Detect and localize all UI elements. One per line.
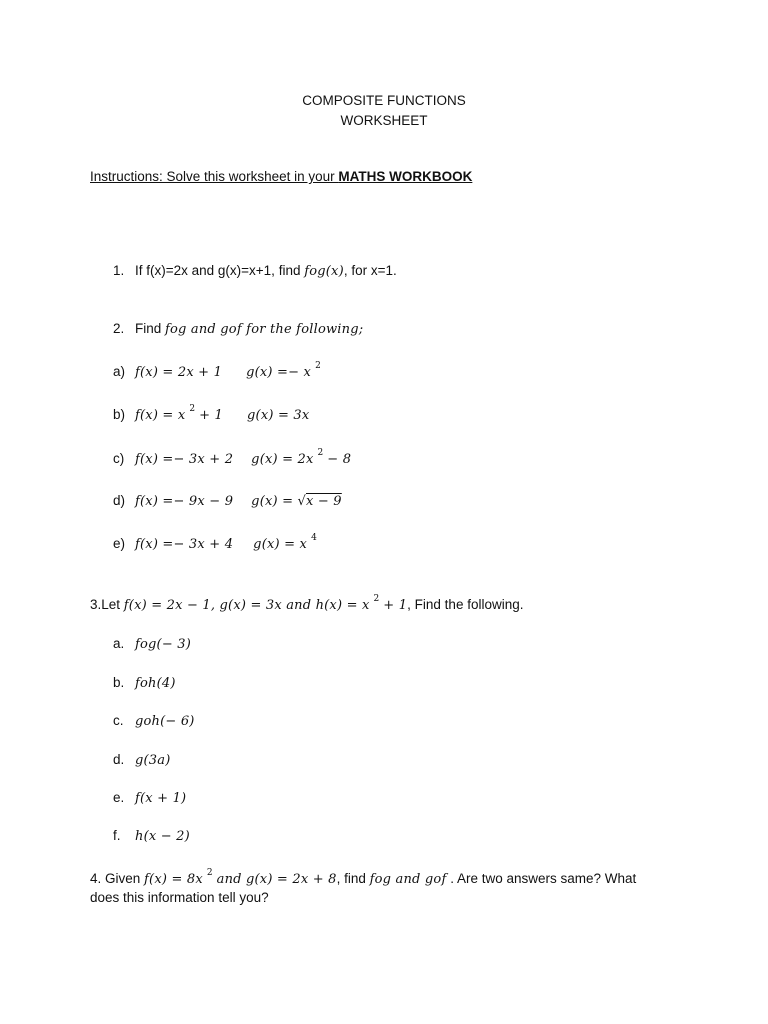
g-expression-tail: − 8 [327,452,352,467]
question-1 [113,263,397,279]
item-expression: fog(− 3) [135,637,191,652]
question-text-end: , Find the following. [407,597,524,612]
item-label: b. [113,675,125,690]
exponent: 2 [315,361,321,371]
math-expression: fog(x) [304,264,344,279]
q2-item-a [113,361,325,380]
item-label: e. [113,790,125,805]
q3-item-f [113,828,190,844]
q3-item-e [113,790,186,806]
question-number: 1. [113,263,125,278]
instructions-text: Instructions: Solve this worksheet in your [90,169,339,184]
item-label: c. [113,713,124,728]
f-expression: f(x) =− 9x − 9 [135,494,234,509]
item-label: c) [113,451,125,466]
f-expression: f(x) =− 3x + 4 [135,537,234,552]
q2-item-c [113,448,352,467]
item-label: e) [113,536,126,551]
item-label: b) [113,407,126,422]
f-expression-tail: + 1 [199,408,224,423]
item-expression: g(3a) [135,753,171,768]
f-expression: f(x) =− 3x + 2 [135,452,234,467]
math-expression: f(x) = 2x − 1, g(x) = 3x and h(x) = x [123,598,370,613]
item-expression: f(x + 1) [135,791,187,806]
math-expression-tail: + 1 [383,598,408,613]
item-label: d. [113,752,125,767]
question-text: If f(x)=2x and g(x)=x+1, find [135,263,305,278]
g-expression: g(x) = 2x [251,452,314,467]
instructions-bold: MATHS WORKBOOK [338,169,473,184]
title-line-2: WORKSHEET [340,113,428,128]
sqrt-argument: x − 9 [306,494,342,509]
math-expression-3: fog and gof [369,872,447,887]
question-text: 3.Let [90,597,124,612]
question-number: 2. [113,321,125,336]
question-text: Find [135,321,166,336]
exponent: 2 [317,448,324,458]
question-3 [90,594,524,613]
q3-item-a [113,636,191,652]
item-label: a) [113,364,126,379]
g-expression: g(x) =− x [246,365,312,380]
question-text-mid: , find [336,871,370,886]
g-expression: g(x) = √ [251,494,307,509]
item-expression: goh(− 6) [135,714,195,729]
q3-item-c [113,713,195,729]
item-label: f. [113,828,121,843]
exponent: 2 [206,868,213,878]
math-expression: fog and gof for the following; [165,322,364,337]
f-expression: f(x) = x [135,408,186,423]
item-expression: h(x − 2) [135,829,190,844]
question-4 [90,868,637,887]
question-2 [113,321,363,337]
f-expression: f(x) = 2x + 1 [135,365,223,380]
item-label: d) [113,493,126,508]
q2-item-b [113,404,310,423]
q2-item-d [113,493,342,509]
g-expression: g(x) = 3x [247,408,310,423]
instructions [90,169,472,184]
exponent: 2 [373,594,380,604]
math-expression: f(x) = 8x [144,872,203,887]
question-text-end: , for x=1. [343,263,397,278]
g-expression: g(x) = x [253,537,308,552]
item-expression: foh(4) [135,676,176,691]
q3-item-b [113,675,176,691]
q3-item-d [113,752,171,768]
title-line-1: COMPOSITE FUNCTIONS [302,93,466,108]
math-expression-2: and g(x) = 2x + 8 [216,872,337,887]
q2-item-e [113,533,321,552]
question-text: 4. Given [90,871,145,886]
question-text-end: . Are two answers same? What [446,871,637,886]
exponent: 2 [189,404,196,414]
question-4-line-2: does this information tell you? [90,890,269,905]
item-label: a. [113,636,125,651]
exponent: 4 [311,533,317,543]
